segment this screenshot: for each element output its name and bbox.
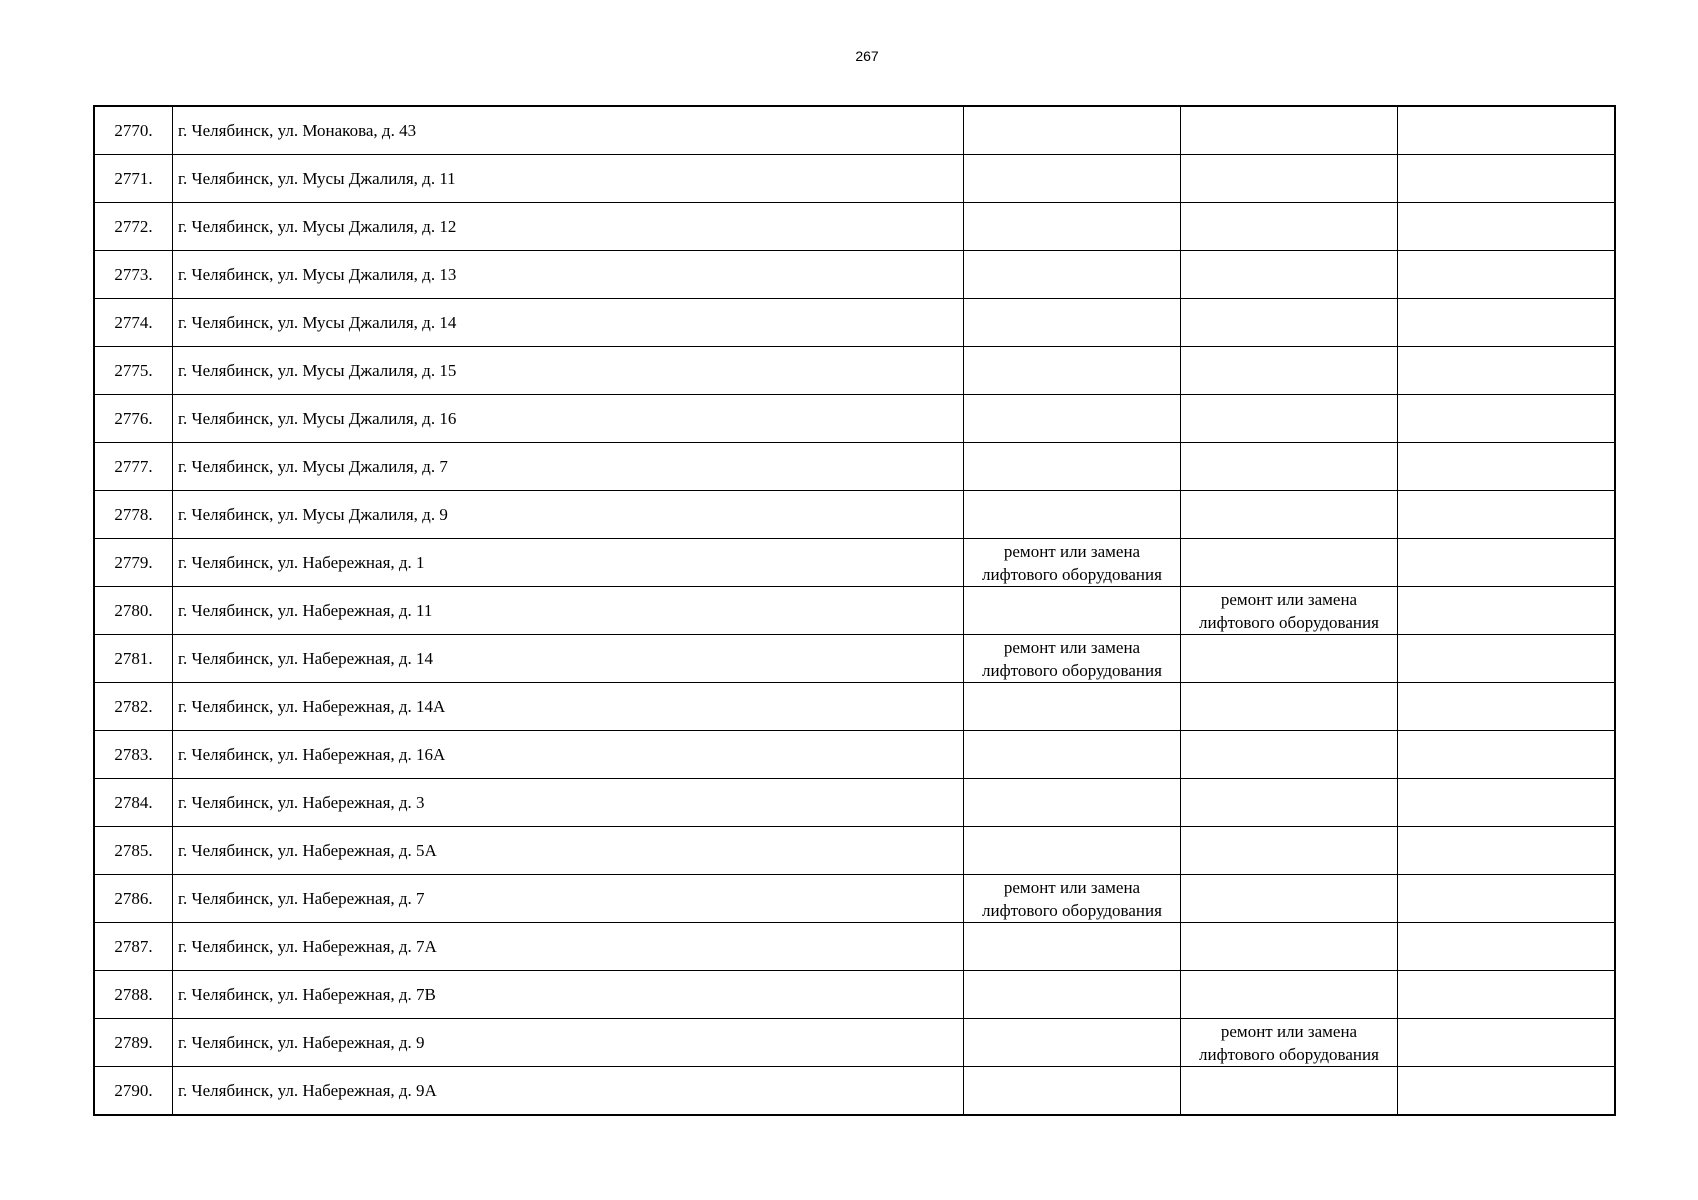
table-row <box>94 923 1615 971</box>
row-address: г. Челябинск, ул. Набережная, д. 11 <box>173 587 964 635</box>
row-work-col3 <box>1398 827 1616 875</box>
row-work-col3 <box>1398 1067 1616 1116</box>
row-address: г. Челябинск, ул. Набережная, д. 9А <box>173 1067 964 1116</box>
row-work-col2 <box>1181 395 1398 443</box>
table-row <box>94 1067 1615 1116</box>
table-row <box>94 683 1615 731</box>
row-number: 2772. <box>94 203 173 251</box>
row-address: г. Челябинск, ул. Набережная, д. 14 <box>173 635 964 683</box>
row-work-col1 <box>964 779 1181 827</box>
row-work-col2 <box>1181 251 1398 299</box>
row-work-col2 <box>1181 203 1398 251</box>
row-work-col2 <box>1181 347 1398 395</box>
row-work-col2 <box>1181 539 1398 587</box>
row-number: 2787. <box>94 923 173 971</box>
table-row <box>94 587 1615 635</box>
table-row <box>94 731 1615 779</box>
row-work-col3 <box>1398 923 1616 971</box>
table-body <box>94 106 1615 1115</box>
row-number: 2782. <box>94 683 173 731</box>
row-work-col3 <box>1398 971 1616 1019</box>
row-work-col2 <box>1181 923 1398 971</box>
row-work-col1 <box>964 683 1181 731</box>
table-row <box>94 779 1615 827</box>
table-row <box>94 971 1615 1019</box>
row-address: г. Челябинск, ул. Набережная, д. 1 <box>173 539 964 587</box>
row-number: 2781. <box>94 635 173 683</box>
row-work-col1 <box>964 971 1181 1019</box>
row-work-col3 <box>1398 443 1616 491</box>
row-work-col3 <box>1398 203 1616 251</box>
row-address: г. Челябинск, ул. Набережная, д. 7В <box>173 971 964 1019</box>
row-work-col2: ремонт или замена лифтового оборудования <box>1181 1019 1398 1067</box>
row-work-col3 <box>1398 251 1616 299</box>
row-work-col2 <box>1181 443 1398 491</box>
row-work-col1 <box>964 106 1181 155</box>
row-work-col3 <box>1398 587 1616 635</box>
row-address: г. Челябинск, ул. Мусы Джалиля, д. 16 <box>173 395 964 443</box>
table-row <box>94 875 1615 923</box>
row-number: 2784. <box>94 779 173 827</box>
row-address: г. Челябинск, ул. Мусы Джалиля, д. 12 <box>173 203 964 251</box>
row-number: 2779. <box>94 539 173 587</box>
row-number: 2789. <box>94 1019 173 1067</box>
row-work-col1 <box>964 347 1181 395</box>
row-number: 2776. <box>94 395 173 443</box>
row-work-col2 <box>1181 731 1398 779</box>
page-number: 267 <box>855 48 879 64</box>
row-number: 2771. <box>94 155 173 203</box>
row-work-col2 <box>1181 971 1398 1019</box>
row-address: г. Челябинск, ул. Мусы Джалиля, д. 14 <box>173 299 964 347</box>
row-address: г. Челябинск, ул. Мусы Джалиля, д. 7 <box>173 443 964 491</box>
row-work-col1: ремонт или замена лифтового оборудования <box>964 635 1181 683</box>
row-work-col1 <box>964 299 1181 347</box>
row-work-col3 <box>1398 155 1616 203</box>
table-row <box>94 635 1615 683</box>
table-row <box>94 491 1615 539</box>
row-work-col2 <box>1181 683 1398 731</box>
table-row <box>94 347 1615 395</box>
row-work-col3 <box>1398 875 1616 923</box>
row-work-col2 <box>1181 491 1398 539</box>
table-row <box>94 827 1615 875</box>
row-work-col2 <box>1181 299 1398 347</box>
row-work-col1: ремонт или замена лифтового оборудования <box>964 539 1181 587</box>
table-row <box>94 203 1615 251</box>
row-work-col2: ремонт или замена лифтового оборудования <box>1181 587 1398 635</box>
row-work-col3 <box>1398 779 1616 827</box>
table-row <box>94 106 1615 155</box>
row-work-col2 <box>1181 875 1398 923</box>
row-work-col3 <box>1398 395 1616 443</box>
row-address: г. Челябинск, ул. Набережная, д. 7А <box>173 923 964 971</box>
row-number: 2786. <box>94 875 173 923</box>
row-address: г. Челябинск, ул. Набережная, д. 9 <box>173 1019 964 1067</box>
row-number: 2777. <box>94 443 173 491</box>
row-work-col3 <box>1398 731 1616 779</box>
table-row <box>94 155 1615 203</box>
row-work-col1 <box>964 587 1181 635</box>
row-number: 2780. <box>94 587 173 635</box>
row-address: г. Челябинск, ул. Набережная, д. 5А <box>173 827 964 875</box>
row-work-col1 <box>964 1067 1181 1116</box>
row-work-col1 <box>964 155 1181 203</box>
row-work-col2 <box>1181 1067 1398 1116</box>
row-work-col3 <box>1398 683 1616 731</box>
table-row <box>94 251 1615 299</box>
row-work-col1 <box>964 491 1181 539</box>
table-row <box>94 539 1615 587</box>
row-number: 2778. <box>94 491 173 539</box>
row-work-col1 <box>964 923 1181 971</box>
row-work-col1 <box>964 251 1181 299</box>
row-work-col3 <box>1398 299 1616 347</box>
row-work-col2 <box>1181 106 1398 155</box>
table-row <box>94 299 1615 347</box>
row-number: 2783. <box>94 731 173 779</box>
row-number: 2770. <box>94 106 173 155</box>
row-work-col3 <box>1398 635 1616 683</box>
row-work-col3 <box>1398 491 1616 539</box>
row-number: 2788. <box>94 971 173 1019</box>
table-row <box>94 443 1615 491</box>
row-address: г. Челябинск, ул. Набережная, д. 16А <box>173 731 964 779</box>
row-work-col1 <box>964 731 1181 779</box>
row-work-col3 <box>1398 347 1616 395</box>
row-address: г. Челябинск, ул. Набережная, д. 3 <box>173 779 964 827</box>
row-work-col1 <box>964 443 1181 491</box>
table-row <box>94 1019 1615 1067</box>
row-work-col2 <box>1181 635 1398 683</box>
row-address: г. Челябинск, ул. Монакова, д. 43 <box>173 106 964 155</box>
row-address: г. Челябинск, ул. Набережная, д. 14А <box>173 683 964 731</box>
row-work-col1 <box>964 827 1181 875</box>
row-number: 2785. <box>94 827 173 875</box>
row-work-col1 <box>964 1019 1181 1067</box>
row-work-col1 <box>964 203 1181 251</box>
row-number: 2773. <box>94 251 173 299</box>
table-row <box>94 395 1615 443</box>
row-work-col2 <box>1181 155 1398 203</box>
row-address: г. Челябинск, ул. Мусы Джалиля, д. 11 <box>173 155 964 203</box>
row-work-col3 <box>1398 1019 1616 1067</box>
row-work-col3 <box>1398 106 1616 155</box>
row-address: г. Челябинск, ул. Мусы Джалиля, д. 13 <box>173 251 964 299</box>
row-address: г. Челябинск, ул. Мусы Джалиля, д. 15 <box>173 347 964 395</box>
address-work-table <box>93 105 1616 1116</box>
row-work-col1 <box>964 395 1181 443</box>
row-address: г. Челябинск, ул. Набережная, д. 7 <box>173 875 964 923</box>
row-work-col1: ремонт или замена лифтового оборудования <box>964 875 1181 923</box>
row-work-col3 <box>1398 539 1616 587</box>
row-address: г. Челябинск, ул. Мусы Джалиля, д. 9 <box>173 491 964 539</box>
row-number: 2790. <box>94 1067 173 1116</box>
row-work-col2 <box>1181 779 1398 827</box>
row-work-col2 <box>1181 827 1398 875</box>
row-number: 2775. <box>94 347 173 395</box>
row-number: 2774. <box>94 299 173 347</box>
